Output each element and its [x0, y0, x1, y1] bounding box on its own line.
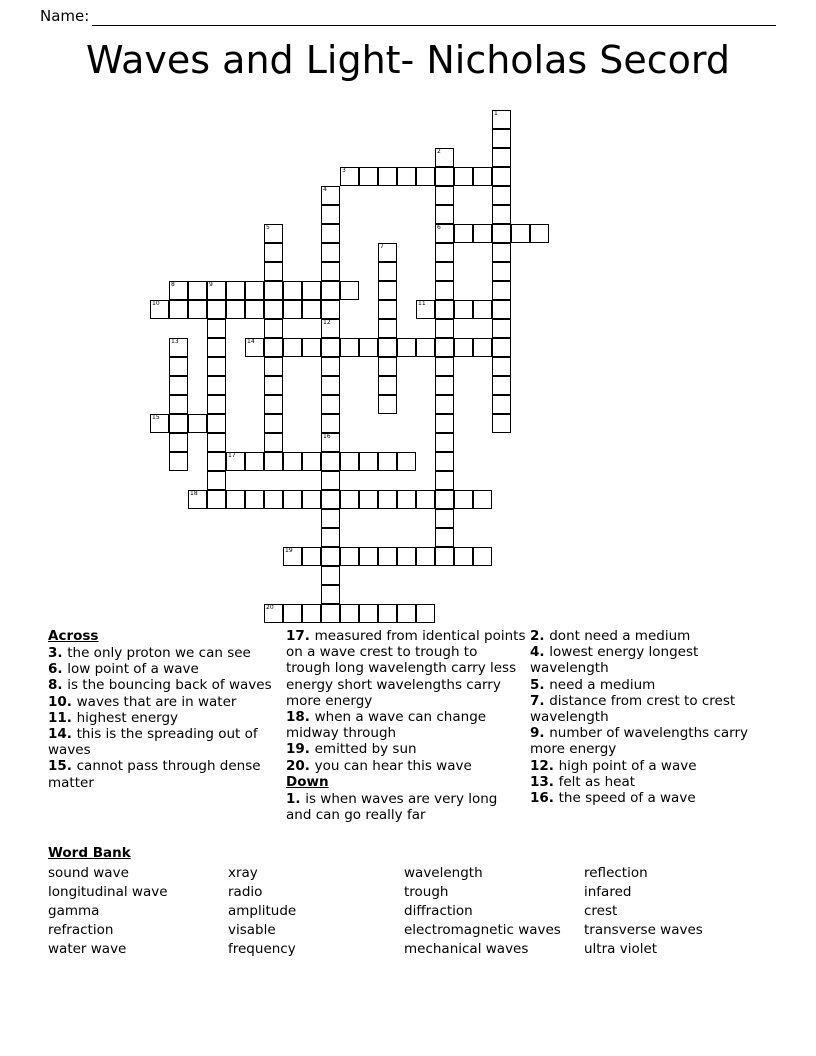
- crossword-cell[interactable]: [492, 319, 511, 338]
- crossword-cell[interactable]: [321, 414, 340, 433]
- crossword-cell[interactable]: [302, 338, 321, 357]
- word-bank-item: xray: [228, 865, 258, 881]
- crossword-cell[interactable]: [150, 414, 169, 433]
- crossword-cell[interactable]: [321, 243, 340, 262]
- crossword-cell[interactable]: [492, 281, 511, 300]
- crossword-cell[interactable]: [226, 490, 245, 509]
- crossword-cell[interactable]: [359, 452, 378, 471]
- crossword-cell[interactable]: [264, 357, 283, 376]
- crossword-cell[interactable]: [435, 319, 454, 338]
- crossword-cell[interactable]: [150, 300, 169, 319]
- crossword-cell[interactable]: [378, 376, 397, 395]
- clue-number: 20.: [286, 757, 315, 774]
- word-bank-heading: Word Bank: [48, 845, 131, 861]
- crossword-cell[interactable]: [397, 604, 416, 623]
- crossword-cell[interactable]: [492, 243, 511, 262]
- crossword-cell[interactable]: [264, 604, 283, 623]
- crossword-cell[interactable]: [207, 300, 226, 319]
- crossword-cell[interactable]: [492, 224, 511, 243]
- crossword-cell[interactable]: [359, 338, 378, 357]
- crossword-cell[interactable]: [321, 319, 340, 338]
- crossword-cell[interactable]: [226, 452, 245, 471]
- name-label: Name:: [40, 7, 90, 25]
- cell-number: 5: [266, 224, 270, 231]
- crossword-cell[interactable]: [359, 167, 378, 186]
- crossword-cell[interactable]: [340, 604, 359, 623]
- crossword-cell[interactable]: [473, 300, 492, 319]
- clue-across-17[interactable]: [286, 628, 526, 709]
- crossword-cell[interactable]: [492, 376, 511, 395]
- crossword-cell[interactable]: [283, 604, 302, 623]
- crossword-cell[interactable]: [378, 281, 397, 300]
- page-title: Waves and Light- Nicholas Secord: [85, 38, 730, 82]
- crossword-cell[interactable]: [264, 338, 283, 357]
- crossword-cell[interactable]: [397, 547, 416, 566]
- crossword-cell[interactable]: [435, 186, 454, 205]
- crossword-cell[interactable]: [397, 490, 416, 509]
- crossword-cell[interactable]: [226, 281, 245, 300]
- crossword-cell[interactable]: [264, 414, 283, 433]
- crossword-cell[interactable]: [302, 604, 321, 623]
- cell-number: 6: [437, 224, 441, 231]
- clue-number: 8.: [48, 677, 68, 694]
- clue-number: 4.: [530, 644, 550, 661]
- crossword-cell[interactable]: [435, 205, 454, 224]
- crossword-cell[interactable]: [473, 224, 492, 243]
- clue-down-12[interactable]: [530, 758, 780, 774]
- clue-text: distance from crest to crest wavelength: [530, 692, 736, 726]
- crossword-cell[interactable]: [416, 490, 435, 509]
- word-bank-item: visable: [228, 922, 276, 938]
- clue-down-7[interactable]: [530, 693, 780, 725]
- crossword-cell[interactable]: [264, 281, 283, 300]
- crossword-cell[interactable]: [264, 376, 283, 395]
- clue-down-16[interactable]: [530, 790, 780, 806]
- crossword-cell[interactable]: [435, 376, 454, 395]
- crossword-cell[interactable]: [264, 452, 283, 471]
- clue-across-18[interactable]: [286, 709, 526, 741]
- crossword-cell[interactable]: [321, 338, 340, 357]
- word-bank-item: diffraction: [404, 903, 473, 919]
- crossword-cell[interactable]: [321, 186, 340, 205]
- cell-number: 15: [152, 414, 160, 421]
- crossword-cell[interactable]: [454, 300, 473, 319]
- word-bank-item: infared: [584, 884, 632, 900]
- down-heading: Down: [286, 773, 329, 790]
- clue-down-2[interactable]: [530, 628, 780, 644]
- clue-number: 3.: [48, 645, 68, 661]
- crossword-cell[interactable]: [435, 243, 454, 262]
- crossword-cell[interactable]: [530, 224, 549, 243]
- crossword-cell[interactable]: [264, 243, 283, 262]
- clue-text: the only proton we can see: [67, 645, 251, 661]
- crossword-cell[interactable]: [454, 224, 473, 243]
- clue-text: cannot pass through dense matter: [48, 758, 261, 791]
- crossword-cell[interactable]: [378, 243, 397, 262]
- crossword-cell[interactable]: [169, 452, 188, 471]
- crossword-cell[interactable]: [321, 205, 340, 224]
- clue-text: felt as heat: [558, 773, 636, 790]
- clue-number: 9.: [530, 725, 550, 742]
- clue-across-6[interactable]: [48, 661, 286, 677]
- word-bank-item: wavelength: [404, 865, 483, 881]
- clue-across-8[interactable]: [48, 677, 286, 693]
- word-bank-section: [48, 845, 788, 959]
- across-heading: Across: [48, 628, 99, 644]
- clue-number: 6.: [48, 661, 68, 678]
- crossword-cell[interactable]: [378, 319, 397, 338]
- crossword-cell[interactable]: [264, 319, 283, 338]
- crossword-cell[interactable]: [492, 300, 511, 319]
- crossword-cell[interactable]: [473, 490, 492, 509]
- crossword-cell[interactable]: [207, 452, 226, 471]
- clue-number: 13.: [530, 773, 559, 790]
- crossword-cell[interactable]: [435, 357, 454, 376]
- crossword-cell[interactable]: [359, 547, 378, 566]
- crossword-cell[interactable]: [321, 490, 340, 509]
- crossword-cell[interactable]: [416, 604, 435, 623]
- crossword-cell[interactable]: [321, 566, 340, 585]
- crossword-cell[interactable]: [340, 167, 359, 186]
- clue-number: 18.: [286, 709, 315, 726]
- crossword-cell[interactable]: [435, 547, 454, 566]
- cell-number: 14: [247, 338, 255, 345]
- crossword-cell[interactable]: [321, 604, 340, 623]
- clue-number: 14.: [48, 726, 77, 743]
- cell-number: 7: [380, 243, 384, 250]
- crossword-cell[interactable]: [283, 547, 302, 566]
- crossword-cell[interactable]: [207, 414, 226, 433]
- crossword-cell[interactable]: [302, 490, 321, 509]
- crossword-cell[interactable]: [435, 490, 454, 509]
- clue-down-9[interactable]: [530, 725, 780, 757]
- crossword-cell[interactable]: [283, 300, 302, 319]
- clue-text: highest energy: [76, 709, 179, 726]
- word-bank-item: mechanical waves: [404, 941, 529, 957]
- crossword-cell[interactable]: [321, 300, 340, 319]
- crossword-cell[interactable]: [207, 395, 226, 414]
- clue-across-11[interactable]: [48, 710, 286, 726]
- crossword-cell[interactable]: [473, 338, 492, 357]
- clue-across-19[interactable]: [286, 741, 526, 757]
- cell-number: 18: [190, 490, 198, 497]
- crossword-cell[interactable]: [169, 281, 188, 300]
- clue-down-5[interactable]: [530, 677, 780, 693]
- crossword-cell[interactable]: [264, 262, 283, 281]
- crossword-cell[interactable]: [302, 547, 321, 566]
- crossword-cell[interactable]: [264, 433, 283, 452]
- crossword-cell[interactable]: [321, 452, 340, 471]
- crossword-cell[interactable]: [435, 338, 454, 357]
- clue-across-3[interactable]: [48, 645, 286, 661]
- clue-text: is when waves are very long and can go really far: [286, 790, 498, 824]
- crossword-cell[interactable]: [492, 414, 511, 433]
- clue-text: you can hear this wave: [314, 757, 472, 774]
- crossword-cell[interactable]: [264, 224, 283, 243]
- crossword-cell[interactable]: [245, 452, 264, 471]
- cell-number: 3: [342, 167, 346, 174]
- crossword-cell[interactable]: [207, 319, 226, 338]
- clue-down-1[interactable]: [286, 791, 526, 823]
- crossword-cell[interactable]: [397, 338, 416, 357]
- crossword-cell[interactable]: [378, 604, 397, 623]
- crossword-cell[interactable]: [169, 338, 188, 357]
- cell-number: 10: [152, 300, 160, 307]
- crossword-cell[interactable]: [283, 281, 302, 300]
- word-bank-item: sound wave: [48, 865, 129, 881]
- crossword-cell[interactable]: [378, 357, 397, 376]
- crossword-cell[interactable]: [321, 357, 340, 376]
- crossword-cell[interactable]: [264, 490, 283, 509]
- crossword-cell[interactable]: [416, 167, 435, 186]
- crossword-cell[interactable]: [511, 224, 530, 243]
- clue-number: 2.: [530, 628, 550, 644]
- crossword-cell[interactable]: [435, 262, 454, 281]
- cell-number: 2: [437, 148, 441, 155]
- clue-down-4[interactable]: [530, 644, 780, 676]
- crossword-cell[interactable]: [378, 338, 397, 357]
- crossword-cell[interactable]: [302, 300, 321, 319]
- crossword-cell[interactable]: [245, 300, 264, 319]
- crossword-cell[interactable]: [283, 452, 302, 471]
- word-bank-item: electromagnetic waves: [404, 922, 561, 938]
- crossword-cell[interactable]: [207, 357, 226, 376]
- clues-column-1: [48, 628, 286, 791]
- crossword-cell[interactable]: [207, 433, 226, 452]
- crossword-cell[interactable]: [321, 585, 340, 604]
- crossword-cell[interactable]: [492, 186, 511, 205]
- crossword-cell[interactable]: [321, 528, 340, 547]
- word-bank-item: frequency: [228, 941, 296, 957]
- crossword-cell[interactable]: [245, 338, 264, 357]
- crossword-cell[interactable]: [169, 300, 188, 319]
- crossword-cell[interactable]: [207, 376, 226, 395]
- crossword-cell[interactable]: [169, 376, 188, 395]
- clue-number: 10.: [48, 693, 77, 710]
- crossword-cell[interactable]: [435, 471, 454, 490]
- word-bank-item: water wave: [48, 941, 127, 957]
- clues-section: [44, 628, 784, 833]
- crossword-cell[interactable]: [378, 547, 397, 566]
- clue-number: 5.: [530, 676, 550, 693]
- clue-text: low point of a wave: [67, 661, 199, 678]
- crossword-cell[interactable]: [492, 167, 511, 186]
- crossword-cell[interactable]: [435, 167, 454, 186]
- clue-text: lowest energy longest wavelength: [530, 644, 699, 677]
- crossword-cell[interactable]: [397, 452, 416, 471]
- cell-number: 17: [228, 452, 236, 459]
- crossword-cell[interactable]: [492, 357, 511, 376]
- clue-text: emitted by sun: [314, 741, 417, 758]
- cell-number: 8: [171, 281, 175, 288]
- word-bank-list: [48, 864, 788, 959]
- clues-column-2: [286, 628, 526, 823]
- crossword-cell[interactable]: [283, 490, 302, 509]
- crossword-cell[interactable]: [359, 604, 378, 623]
- crossword-cell[interactable]: [169, 395, 188, 414]
- word-bank-item: radio: [228, 884, 263, 900]
- crossword-cell[interactable]: [454, 167, 473, 186]
- clue-text: this is the spreading out of waves: [48, 726, 258, 759]
- crossword-cell[interactable]: [321, 471, 340, 490]
- crossword-cell[interactable]: [340, 452, 359, 471]
- crossword-cell[interactable]: [188, 281, 207, 300]
- crossword-cell[interactable]: [416, 338, 435, 357]
- crossword-cell[interactable]: [492, 262, 511, 281]
- clue-across-20[interactable]: [286, 758, 526, 774]
- crossword-cell[interactable]: [435, 148, 454, 167]
- crossword-cell[interactable]: [302, 452, 321, 471]
- crossword-cell[interactable]: [378, 167, 397, 186]
- clue-number: 17.: [286, 628, 315, 644]
- cell-number: 19: [285, 547, 293, 554]
- word-bank-item: transverse waves: [584, 922, 703, 938]
- crossword-cell[interactable]: [321, 509, 340, 528]
- clue-text: number of wavelengths carry more energy: [530, 725, 749, 758]
- clue-number: 19.: [286, 741, 315, 758]
- word-bank-item: trough: [404, 884, 449, 900]
- cell-number: 13: [171, 338, 179, 345]
- clue-text: high point of a wave: [558, 757, 697, 774]
- word-bank-item: longitudinal wave: [48, 884, 168, 900]
- cell-number: 1: [494, 110, 498, 117]
- clue-text: need a medium: [549, 676, 656, 693]
- crossword-cell[interactable]: [169, 433, 188, 452]
- crossword-cell[interactable]: [378, 395, 397, 414]
- crossword-cell[interactable]: [340, 490, 359, 509]
- crossword-cell[interactable]: [454, 338, 473, 357]
- crossword-cell[interactable]: [340, 547, 359, 566]
- crossword-cell[interactable]: [416, 300, 435, 319]
- clue-number: 12.: [530, 757, 559, 774]
- crossword-cell[interactable]: [169, 414, 188, 433]
- clue-number: 16.: [530, 790, 559, 807]
- clue-number: 11.: [48, 709, 77, 726]
- crossword-cell[interactable]: [435, 281, 454, 300]
- crossword-cell[interactable]: [416, 547, 435, 566]
- clues-column-3: [530, 628, 780, 806]
- crossword-cell[interactable]: [492, 205, 511, 224]
- clue-number: 1.: [286, 790, 306, 807]
- crossword-cell[interactable]: [397, 167, 416, 186]
- crossword-cell[interactable]: [492, 110, 511, 129]
- word-bank-item: crest: [584, 903, 618, 919]
- cell-number: 20: [266, 604, 274, 611]
- clue-text: the speed of a wave: [558, 790, 696, 807]
- crossword-cell[interactable]: [245, 281, 264, 300]
- word-bank-item: reflection: [584, 865, 648, 881]
- crossword-cell[interactable]: [454, 547, 473, 566]
- clue-across-10[interactable]: [48, 694, 286, 710]
- cell-number: 16: [323, 433, 331, 440]
- crossword-cell[interactable]: [492, 129, 511, 148]
- clue-text: when a wave can change midway through: [286, 709, 487, 742]
- crossword-cell[interactable]: [207, 338, 226, 357]
- crossword-cell[interactable]: [321, 547, 340, 566]
- word-bank-item: ultra violet: [584, 941, 658, 957]
- cell-number: 4: [323, 186, 327, 193]
- crossword-cell[interactable]: [207, 281, 226, 300]
- crossword-cell[interactable]: [492, 338, 511, 357]
- crossword-cell[interactable]: [245, 490, 264, 509]
- crossword-cell[interactable]: [435, 433, 454, 452]
- crossword-cell[interactable]: [359, 490, 378, 509]
- crossword-cell[interactable]: [302, 281, 321, 300]
- crossword-cell[interactable]: [264, 395, 283, 414]
- clue-across-14[interactable]: [48, 726, 286, 758]
- clue-number: 15.: [48, 758, 77, 775]
- word-bank-item: amplitude: [228, 903, 297, 919]
- crossword-cell[interactable]: [378, 452, 397, 471]
- crossword-cell[interactable]: [321, 433, 340, 452]
- crossword-cell[interactable]: [473, 547, 492, 566]
- crossword-cell[interactable]: [435, 224, 454, 243]
- crossword-cell[interactable]: [454, 490, 473, 509]
- clue-text: dont need a medium: [549, 628, 691, 644]
- crossword-cell[interactable]: [226, 300, 245, 319]
- clue-across-15[interactable]: [48, 758, 286, 790]
- crossword-cell[interactable]: [435, 395, 454, 414]
- clue-text: waves that are in water: [76, 693, 237, 710]
- crossword-cell[interactable]: [207, 471, 226, 490]
- clue-text: measured from identical points on a wave crest to trough to trough long wavelength carry less energy short wavelengths carry more energy: [286, 628, 526, 709]
- crossword-cell[interactable]: [321, 281, 340, 300]
- clue-number: 7.: [530, 692, 550, 709]
- crossword-cell[interactable]: [188, 490, 207, 509]
- crossword-cell[interactable]: [435, 509, 454, 528]
- word-bank-item: refraction: [48, 922, 114, 938]
- crossword-cell[interactable]: [340, 338, 359, 357]
- crossword-cell[interactable]: [435, 452, 454, 471]
- crossword-cell[interactable]: [340, 281, 359, 300]
- clue-down-13[interactable]: [530, 774, 780, 790]
- crossword-cell[interactable]: [492, 148, 511, 167]
- crossword-cell[interactable]: [169, 357, 188, 376]
- crossword-cell[interactable]: [435, 528, 454, 547]
- crossword-cell[interactable]: [378, 490, 397, 509]
- cell-number: 9: [209, 281, 213, 288]
- crossword-cell[interactable]: [435, 300, 454, 319]
- crossword-cell[interactable]: [321, 395, 340, 414]
- word-bank-item: gamma: [48, 903, 100, 919]
- crossword-cell[interactable]: [378, 300, 397, 319]
- cell-number: 12: [323, 319, 331, 326]
- crossword-cell[interactable]: [492, 395, 511, 414]
- crossword-cell[interactable]: [283, 338, 302, 357]
- crossword-cell[interactable]: [188, 414, 207, 433]
- crossword-cell[interactable]: [188, 300, 207, 319]
- crossword-cell[interactable]: [473, 167, 492, 186]
- crossword-cell[interactable]: [207, 490, 226, 509]
- crossword-cell[interactable]: [435, 414, 454, 433]
- crossword-cell[interactable]: [321, 262, 340, 281]
- clue-text: is the bouncing back of waves: [67, 677, 272, 694]
- cell-number: 11: [418, 300, 426, 307]
- crossword-cell[interactable]: [264, 300, 283, 319]
- crossword-cell[interactable]: [321, 376, 340, 395]
- crossword-cell[interactable]: [321, 224, 340, 243]
- crossword-cell[interactable]: [378, 262, 397, 281]
